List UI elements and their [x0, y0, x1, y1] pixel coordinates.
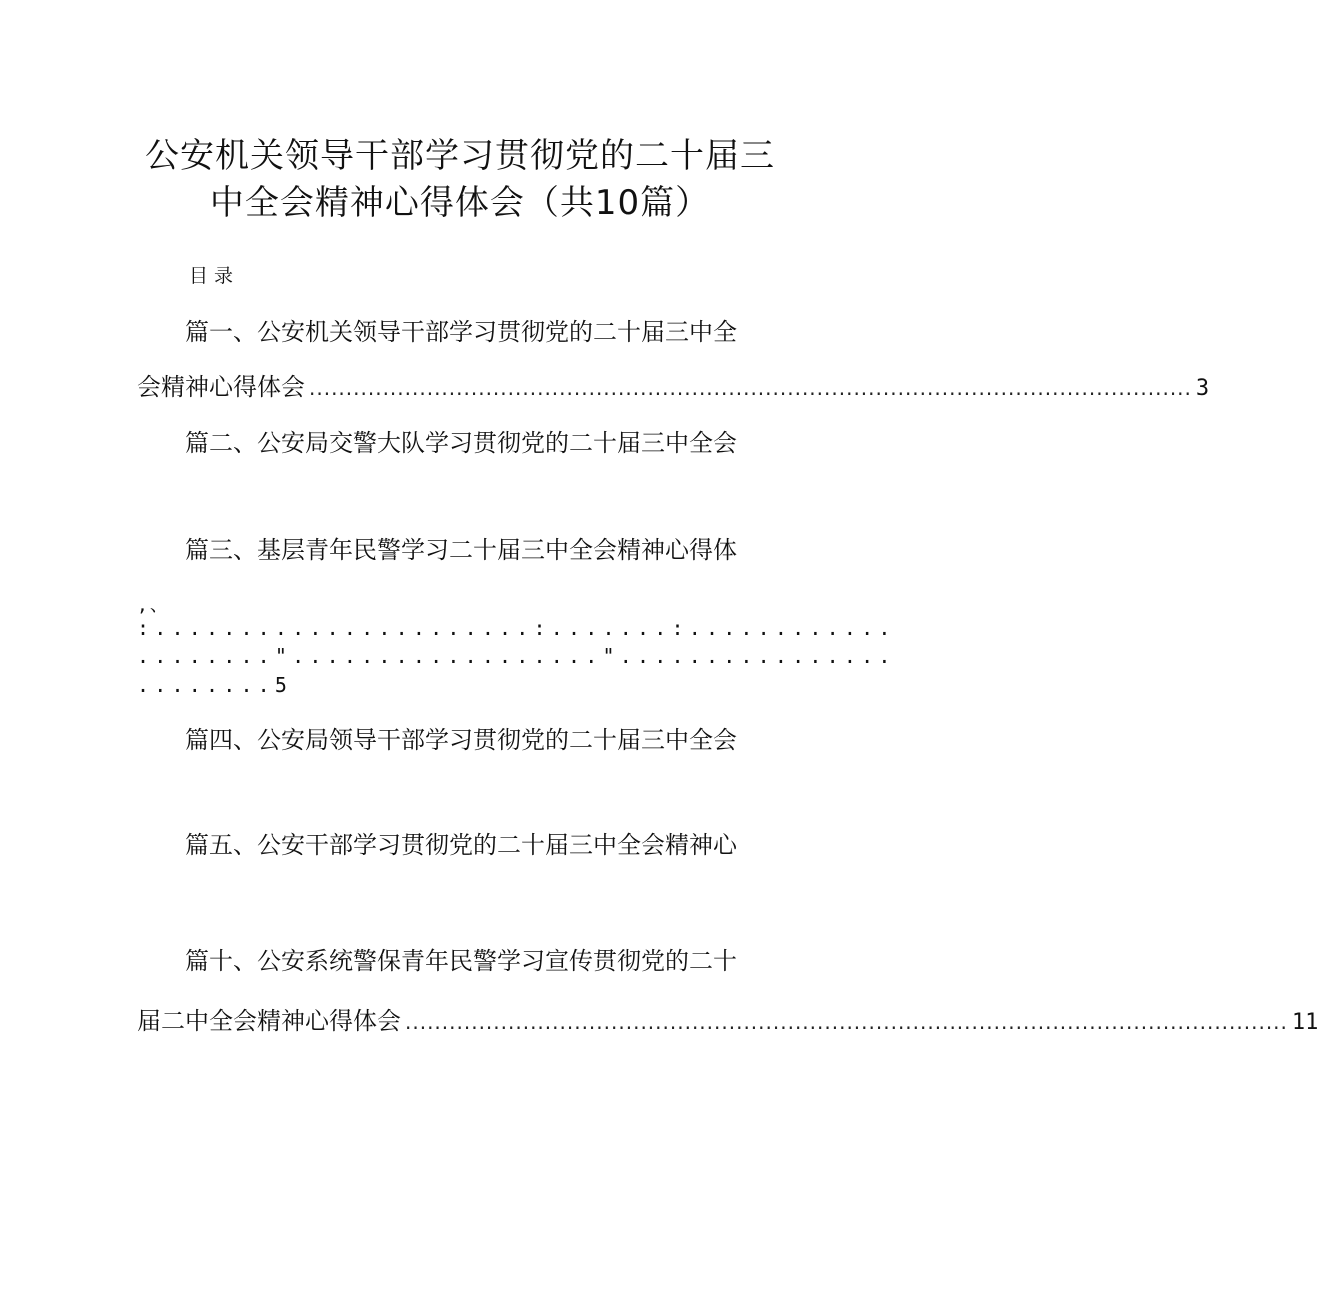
- toc-item-1-line-2: 会精神心得体会: [137, 373, 305, 401]
- toc-item-3-line-1[interactable]: 篇三、基层青年民警学习二十届三中全会精神心得体: [185, 536, 737, 564]
- toc-item-2-line-1[interactable]: 篇二、公安局交警大队学习贯彻党的二十届三中全会: [185, 429, 737, 457]
- toc-item-10-line-2: 届二中全会精神心得体会: [137, 1007, 401, 1035]
- toc-item-4-line-1[interactable]: 篇四、公安局领导干部学习贯彻党的二十届三中全会: [185, 726, 737, 754]
- toc-item-3-leader-3: ........5: [137, 673, 293, 697]
- toc-item-3-leader-2: ........".................."................: [137, 644, 896, 668]
- toc-label: 目录: [189, 265, 240, 287]
- toc-item-10-entry[interactable]: [137, 1006, 1318, 1038]
- toc-item-1-page: 3: [1195, 376, 1210, 401]
- toc-item-3-leader-1: :......................:.......:............: [137, 616, 896, 640]
- toc-item-3-garbled-mark: ,、: [137, 595, 170, 616]
- document-title-line-1: 公安机关领导干部学习贯彻党的二十届三: [145, 136, 775, 176]
- toc-item-1-line-1[interactable]: 篇一、公安机关领导干部学习贯彻党的二十届三中全: [185, 318, 737, 346]
- dot-leader: ........................................................................................................................: [309, 376, 1192, 400]
- toc-item-10-line-1[interactable]: 篇十、公安系统警保青年民警学习宣传贯彻党的二十: [185, 947, 737, 975]
- toc-item-5-line-1[interactable]: 篇五、公安干部学习贯彻党的二十届三中全会精神心: [185, 831, 737, 859]
- toc-item-1-entry[interactable]: [137, 372, 1210, 404]
- document-title-line-2: 中全会精神心得体会（共10篇）: [209, 183, 711, 223]
- dot-leader: ........................................................................................................................: [405, 1010, 1288, 1034]
- toc-item-10-page: 11: [1291, 1010, 1318, 1035]
